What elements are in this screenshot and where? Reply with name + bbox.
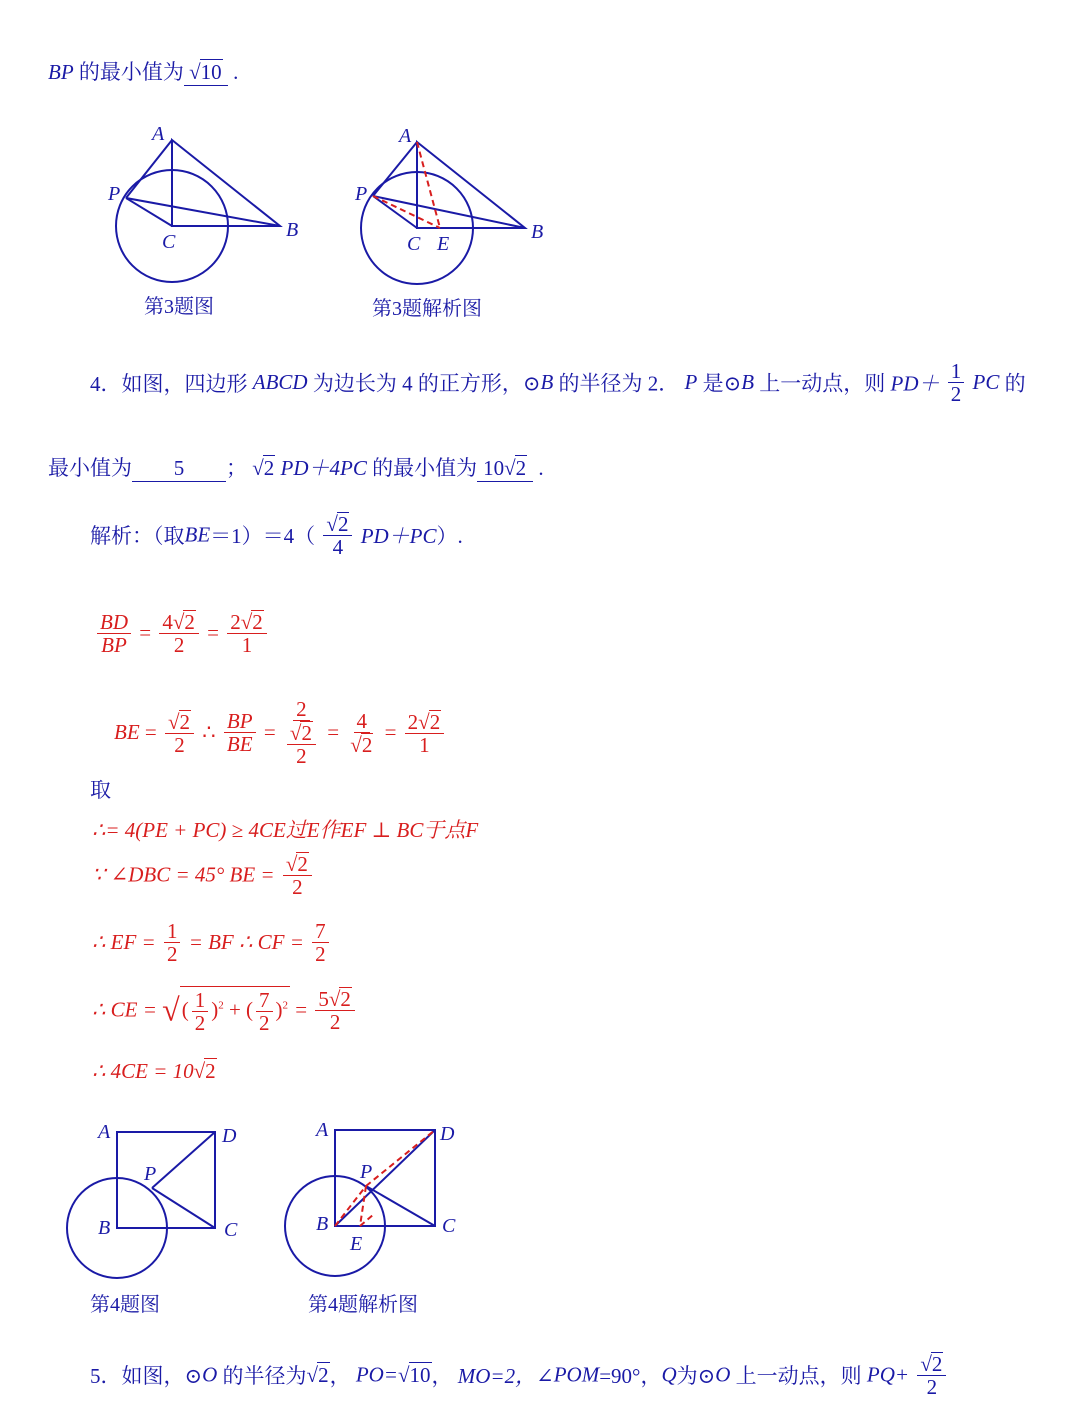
q4-min-label2: 的最小值为 [372, 456, 478, 480]
q4-half-fraction: $\frac{1}{2}$ [948, 360, 965, 405]
fig4-pc [152, 1188, 215, 1228]
top-answer-line [48, 56, 238, 86]
figure-3 [100, 120, 320, 290]
fig4-label-d: D [222, 1125, 237, 1147]
fig3-label-p: P [108, 183, 121, 205]
q4-t1: 为边长为 4 的正方形，⊙ [312, 371, 541, 396]
q4-b1: B [540, 370, 554, 395]
red-line-2: BE = $\frac{√2}{2}$ ∴ $\frac{BP}{BE}$ = $\frac{2}{\frac{√2}{2}}$ = $\frac{4}{√2}$ = $\frac{2√2}{1}$ [114, 698, 447, 767]
fig3a-ae-dashed [417, 142, 440, 228]
q4-expr: PD＋4PC [280, 456, 367, 480]
fig4a-label-c: C [442, 1215, 456, 1237]
bp-label: BP [48, 60, 74, 84]
top-answer-value: 10 [200, 60, 222, 84]
fig4a-label-p: P [360, 1161, 373, 1183]
fig4a-label-b: B [316, 1213, 329, 1235]
q4-answer1: 5 [173, 456, 185, 480]
q4-abcd: ABCD [252, 370, 308, 395]
fig4-caption: 第4题图 [90, 1294, 160, 1316]
q4-b2: B [741, 370, 755, 395]
qu-text: 取 [90, 778, 111, 802]
fig4-pd [152, 1132, 215, 1188]
analysis-line: 解析：（取BE＝1）＝4（ $\frac{√2}{4}$ PD＋PC）. [90, 512, 463, 560]
fig4-label-c: C [224, 1219, 238, 1241]
fig3a-label-e: E [437, 233, 450, 255]
fig4-label-a: A [98, 1121, 111, 1143]
q4-pc: PC [972, 370, 1000, 395]
q4-t5: 的 [1004, 371, 1026, 396]
top-end: . [233, 60, 239, 84]
fig3a-caption: 第3题解析图 [372, 298, 482, 320]
q4-p: P [684, 370, 698, 395]
fig4a-caption: 第4题解析图 [308, 1294, 418, 1316]
fig3a-pa [373, 142, 417, 196]
figure-4-analysis [280, 1114, 490, 1284]
figure-4 [60, 1118, 260, 1288]
fig4a-pc [366, 1186, 435, 1226]
fig3a-label-a: A [399, 125, 412, 147]
fig3a-label-c: C [407, 233, 421, 255]
fig4a-pd-dashed [366, 1130, 435, 1186]
top-text: 的最小值为 [78, 60, 184, 84]
q5-line: 5．如图，⊙O 的半径为√2， PO=√10， MO=2，∠POM=90°，Q为⊙O 上一动点，则 PQ+ $\frac{√2}{2}$ [90, 1352, 949, 1398]
q4-answer1-blank [132, 456, 226, 482]
fig3-label-c: C [162, 231, 176, 253]
q4-sqrt2: √2 [252, 456, 275, 480]
fig4a-label-a: A [316, 1119, 329, 1141]
q4-line2: 最小值为 5 ； √2 PD＋4PC 的最小值为 10√2 . [48, 456, 544, 480]
fig4-label-p: P [144, 1163, 157, 1185]
q4-number: 4．如图，四边形 [90, 371, 248, 396]
q4-t2: 的半径为 2． [558, 371, 680, 396]
fig3-label-b: B [286, 219, 299, 241]
fig4a-label-e: E [350, 1233, 363, 1255]
fig3-label-a: A [152, 123, 165, 145]
fig3-caption: 第3题图 [144, 296, 214, 318]
q4-line1 [90, 360, 1026, 405]
q4-min-label: 最小值为 [48, 456, 132, 480]
red-line-3: ∴= 4(PE + PC) ≥ 4CE过E作EF ⊥ BC于点F [92, 818, 479, 842]
fig3-pa [126, 140, 172, 198]
figure-3-analysis [345, 122, 565, 292]
q4-pd: PD＋ [890, 371, 940, 396]
red-line-5: ∴ EF = $\frac{1}{2}$ = BF ∴ CF = $\frac{7}{2}$ [92, 920, 332, 965]
q4-t4: 上一动点，则 [759, 371, 886, 396]
top-answer-blank: √10 [184, 59, 228, 86]
fig3a-pe-dashed [373, 196, 440, 228]
fig4-label-b: B [98, 1217, 111, 1239]
analysis-fraction: $\frac{√2}{4}$ [323, 512, 352, 558]
fig3a-label-b: B [531, 221, 544, 243]
q4-t3: 是⊙ [702, 371, 742, 396]
red-line-6: ∴ CE = √( $\frac{1}{2}$ )$^2$ + ( $\frac{7}{2}$ )$^2$ = $\frac{5√2}{2}$ [92, 986, 358, 1034]
red-line-1: $\frac{BD}{BP}$ = $\frac{4√2}{2}$ = $\frac{2√2}{1}$ [94, 610, 270, 656]
red-line-7: ∴ 4CE = 10√2 [92, 1059, 216, 1083]
fig3a-label-p: P [355, 183, 368, 205]
q4-answer2-blank: 10√2 [477, 455, 533, 482]
fig4a-label-d: D [440, 1123, 455, 1145]
red-line-4: ∵ ∠DBC = 45° BE = $\frac{√2}{2}$ [92, 852, 315, 898]
